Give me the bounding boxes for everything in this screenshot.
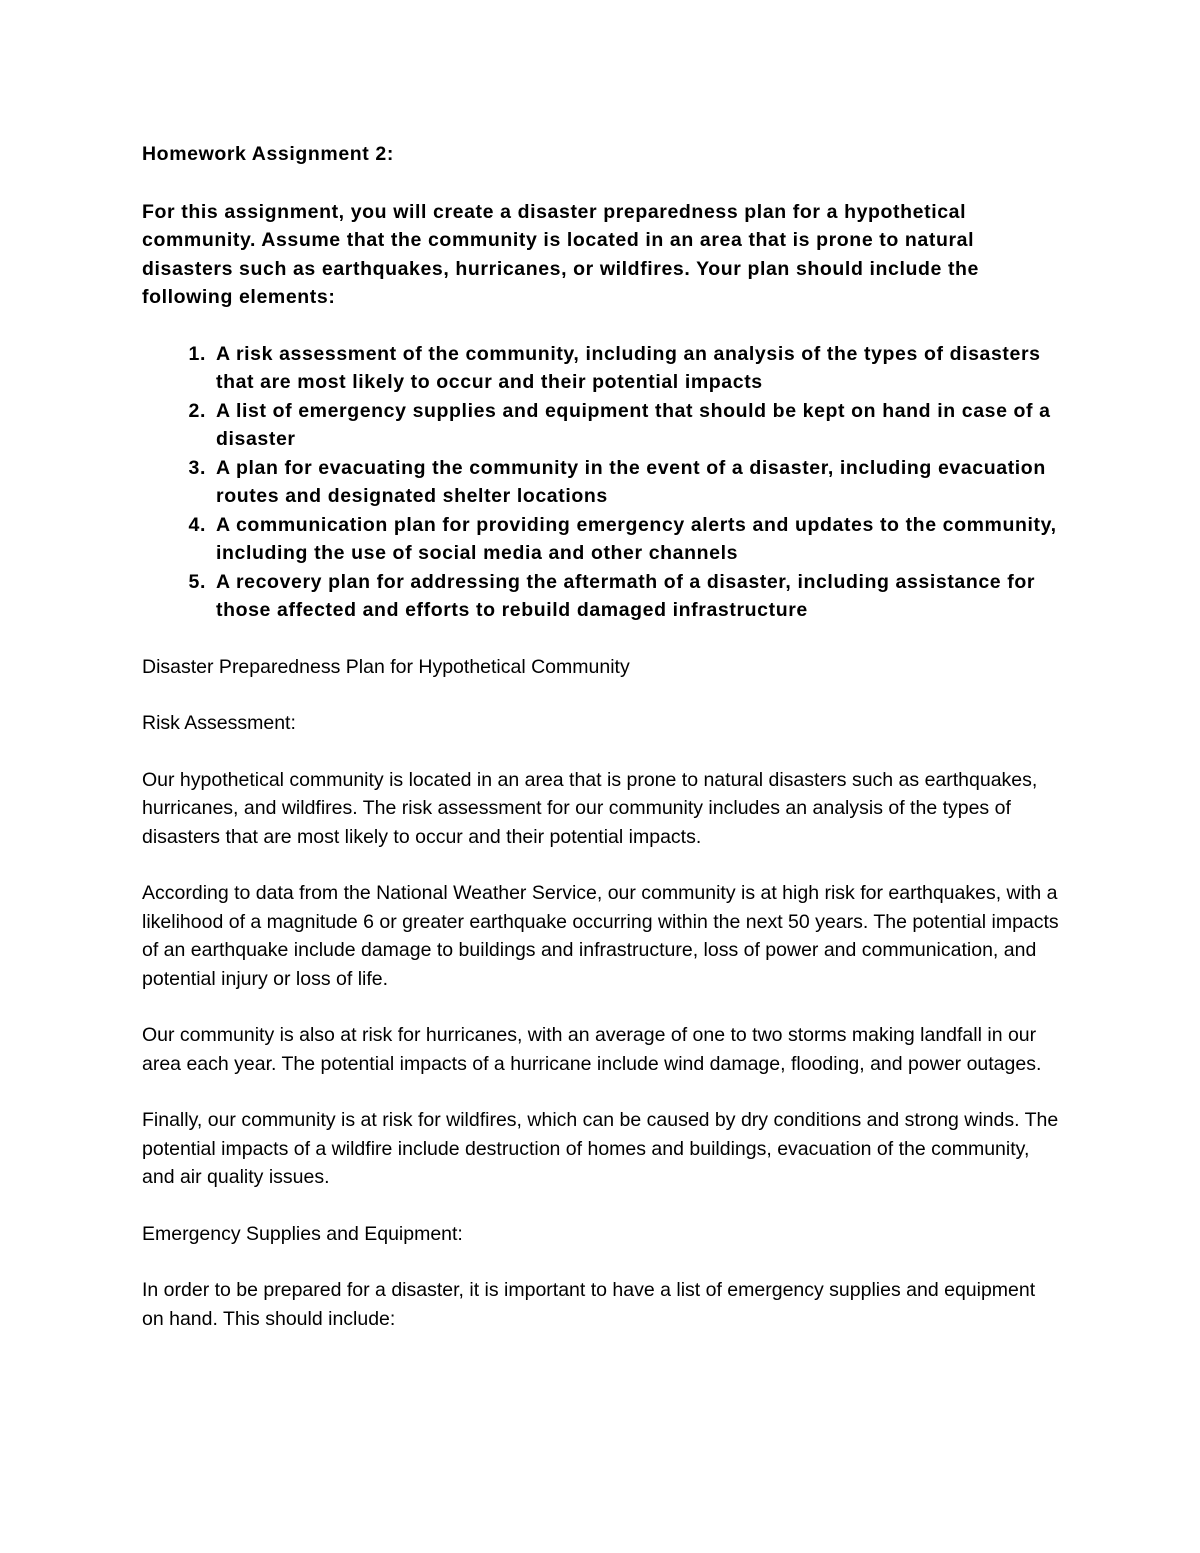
document-page xyxy=(142,140,1062,1333)
plan-title: Disaster Preparedness Plan for Hypothetical Community xyxy=(142,655,630,678)
risk-paragraph: Our hypothetical community is located in an area that is prone to natural disasters such as earthquakes, hurricanes, and wildfires. The risk assessment for our community includes an analysis of the types of disasters that are most likely to occur and their potential impacts. xyxy=(142,768,1038,848)
requirement-item: 2. A list of emergency supplies and equipment that should be kept on hand in case of a disaster xyxy=(212,397,1062,454)
risk-paragraph: Our community is also at risk for hurricanes, with an average of one to two storms making landfall in our area each year. The potential impacts of a hurricane include wind damage, flooding, and power outages. xyxy=(142,1024,1042,1075)
risk-paragraph: Finally, our community is at risk for wildfires, which can be caused by dry conditions and strong winds. The potential impacts of a wildfire include destruction of homes and buildings, evacuation of the community, and air quality issues. xyxy=(142,1109,1059,1188)
risk-assessment-heading: Risk Assessment: xyxy=(142,712,296,734)
supplies-paragraph: In order to be prepared for a disaster, it is important to have a list of emergency supplies and equipment on hand. This should include: xyxy=(142,1279,1036,1330)
assignment-title: Homework Assignment 2: xyxy=(142,143,394,165)
risk-paragraph: According to data from the National Weather Service, our community is at high risk for earthquakes, with a likelihood of a magnitude 6 or greater earthquake occurring within the next 50 years. The potential impacts of an earthquake include damage to buildings and infrastructure, loss of power and communication, and potential injury or loss of life. xyxy=(142,882,1059,990)
requirements-list xyxy=(142,340,1062,625)
requirement-item: 3. A plan for evacuating the community in the event of a disaster, including evacuation routes and designated shelter locations xyxy=(212,454,1062,511)
requirement-item: 1. A risk assessment of the community, including an analysis of the types of disasters that are most likely to occur and their potential impacts xyxy=(212,340,1062,397)
requirement-item: 5. A recovery plan for addressing the aftermath of a disaster, including assistance for those affected and efforts to rebuild damaged infrastructure xyxy=(212,568,1062,625)
assignment-intro: For this assignment, you will create a disaster preparedness plan for a hypothetical community. Assume that the community is located in an area that is prone to natural disasters such as earthquakes, hurricanes, or wildfires. Your plan should include the following elements: xyxy=(142,200,980,308)
requirement-item: 4. A communication plan for providing emergency alerts and updates to the community, including the use of social media and other channels xyxy=(212,511,1062,568)
supplies-heading: Emergency Supplies and Equipment: xyxy=(142,1222,463,1245)
